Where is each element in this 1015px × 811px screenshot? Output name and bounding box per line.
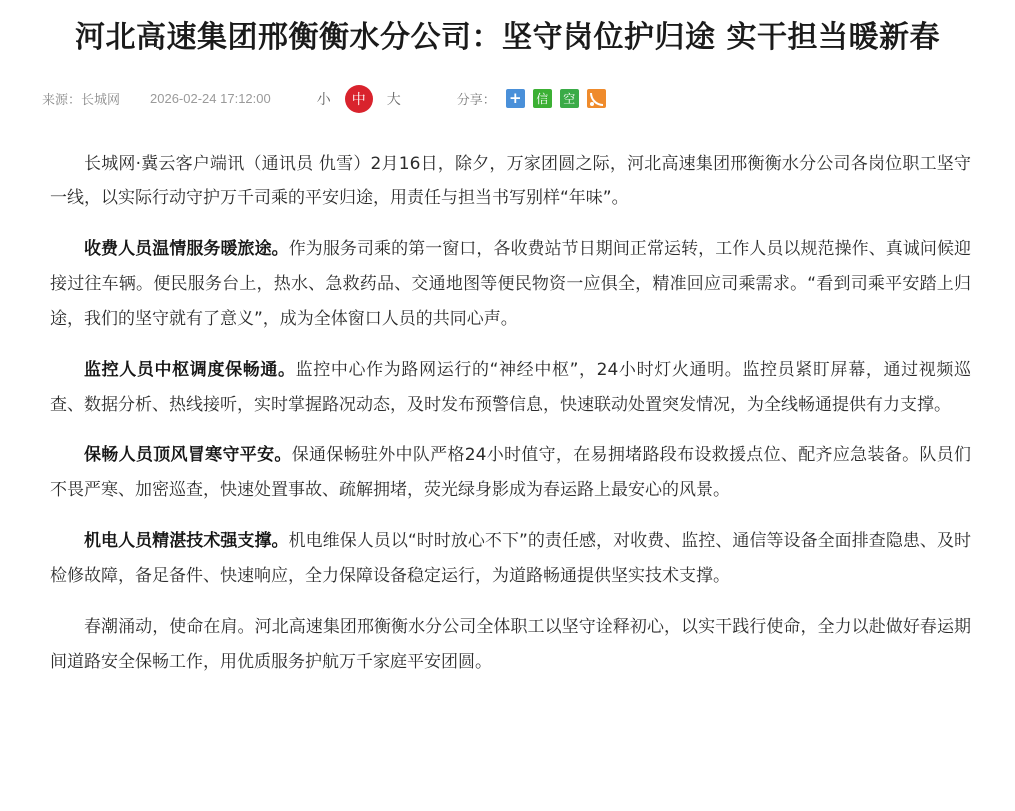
paragraph-text: 春潮涌动，使命在肩。河北高速集团邢衡衡水分公司全体职工以坚守诠释初心，以实干践行使命，全力以赴做好春运期间道路安全保畅工作，用优质服务护航万千家庭平安团圆。 bbox=[50, 616, 971, 672]
article-paragraph bbox=[50, 610, 971, 680]
article-body bbox=[40, 147, 975, 680]
article-source: 来源：长城网 bbox=[42, 92, 121, 107]
font-size-small-button[interactable]: 小 bbox=[316, 90, 331, 107]
article-paragraph bbox=[50, 353, 971, 423]
paragraph-text: 长城网·冀云客户端讯（通讯员 仇雪）2月16日，除夕，万家团圆之际，河北高速集团邢衡衡水分公司各岗位职工坚守一线，以实际行动守护万千司乘的平安归途，用责任与担当书写别样“年味”。 bbox=[50, 153, 971, 209]
paragraph-lead: 保畅人员顶风冒寒守平安。 bbox=[84, 445, 292, 466]
paragraph-lead: 收费人员温情服务暖旅途。 bbox=[84, 239, 289, 260]
font-size-large-button[interactable]: 大 bbox=[386, 90, 401, 107]
article-paragraph bbox=[50, 438, 971, 508]
share-group bbox=[457, 89, 606, 108]
article-timestamp: 2026-02-24 17:12:00 bbox=[150, 91, 271, 106]
font-size-controls bbox=[317, 85, 401, 113]
share-qq-icon[interactable]: 空 bbox=[560, 89, 579, 108]
article-page bbox=[0, 18, 1015, 679]
page-title: 河北高速集团邢衡衡水分公司：坚守岗位护归途 实干担当暖新春 bbox=[75, 20, 940, 55]
rss-dot-shape bbox=[590, 102, 594, 106]
share-wechat-icon[interactable]: 信 bbox=[533, 89, 552, 108]
font-size-medium-button[interactable]: 中 bbox=[345, 85, 373, 113]
share-rss-icon[interactable] bbox=[587, 89, 606, 108]
share-label: 分享： bbox=[456, 92, 496, 107]
paragraph-text: 作为服务司乘的第一窗口，各收费站节日期间正常运转，工作人员以规范操作、真诚问候迎接过往车辆。便民服务台上，热水、急救药品、交通地图等便民物资一应俱全，精准回应司乘需求。“看到司乘平安踏上归途，我们的坚守就有了意义”，成为全体窗口人员的共同心声。 bbox=[50, 239, 972, 329]
paragraph-lead: 机电人员精湛技术强支撑。 bbox=[84, 531, 289, 552]
share-plus-icon[interactable]: + bbox=[506, 89, 525, 108]
paragraph-text: 机电维保人员以“时时放心不下”的责任感，对收费、监控、通信等设备全面排查隐患、及时检修故障，备足备件、快速响应，全力保障设备稳定运行，为道路畅通提供坚实技术支撑。 bbox=[50, 531, 972, 586]
article-paragraph bbox=[50, 524, 971, 594]
article-paragraph bbox=[50, 147, 971, 217]
article-meta-bar bbox=[40, 85, 975, 119]
article-paragraph bbox=[50, 232, 971, 337]
paragraph-lead: 监控人员中枢调度保畅通。 bbox=[84, 359, 296, 380]
paragraph-text: 保通保畅驻外中队严格24小时值守，在易拥堵路段布设救援点位、配齐应急装备。队员们不畏严寒、加密巡查，快速处置事故、疏解拥堵，荧光绿身影成为春运路上最安心的风景。 bbox=[50, 445, 971, 501]
paragraph-text: 监控中心作为路网运行的“神经中枢”，24小时灯火通明。监控员紧盯屏幕，通过视频巡查、数据分析、热线接听，实时掌握路况动态，及时发布预警信息，快速联动处置突发情况，为全线畅通提供有力支撑。 bbox=[50, 359, 971, 415]
